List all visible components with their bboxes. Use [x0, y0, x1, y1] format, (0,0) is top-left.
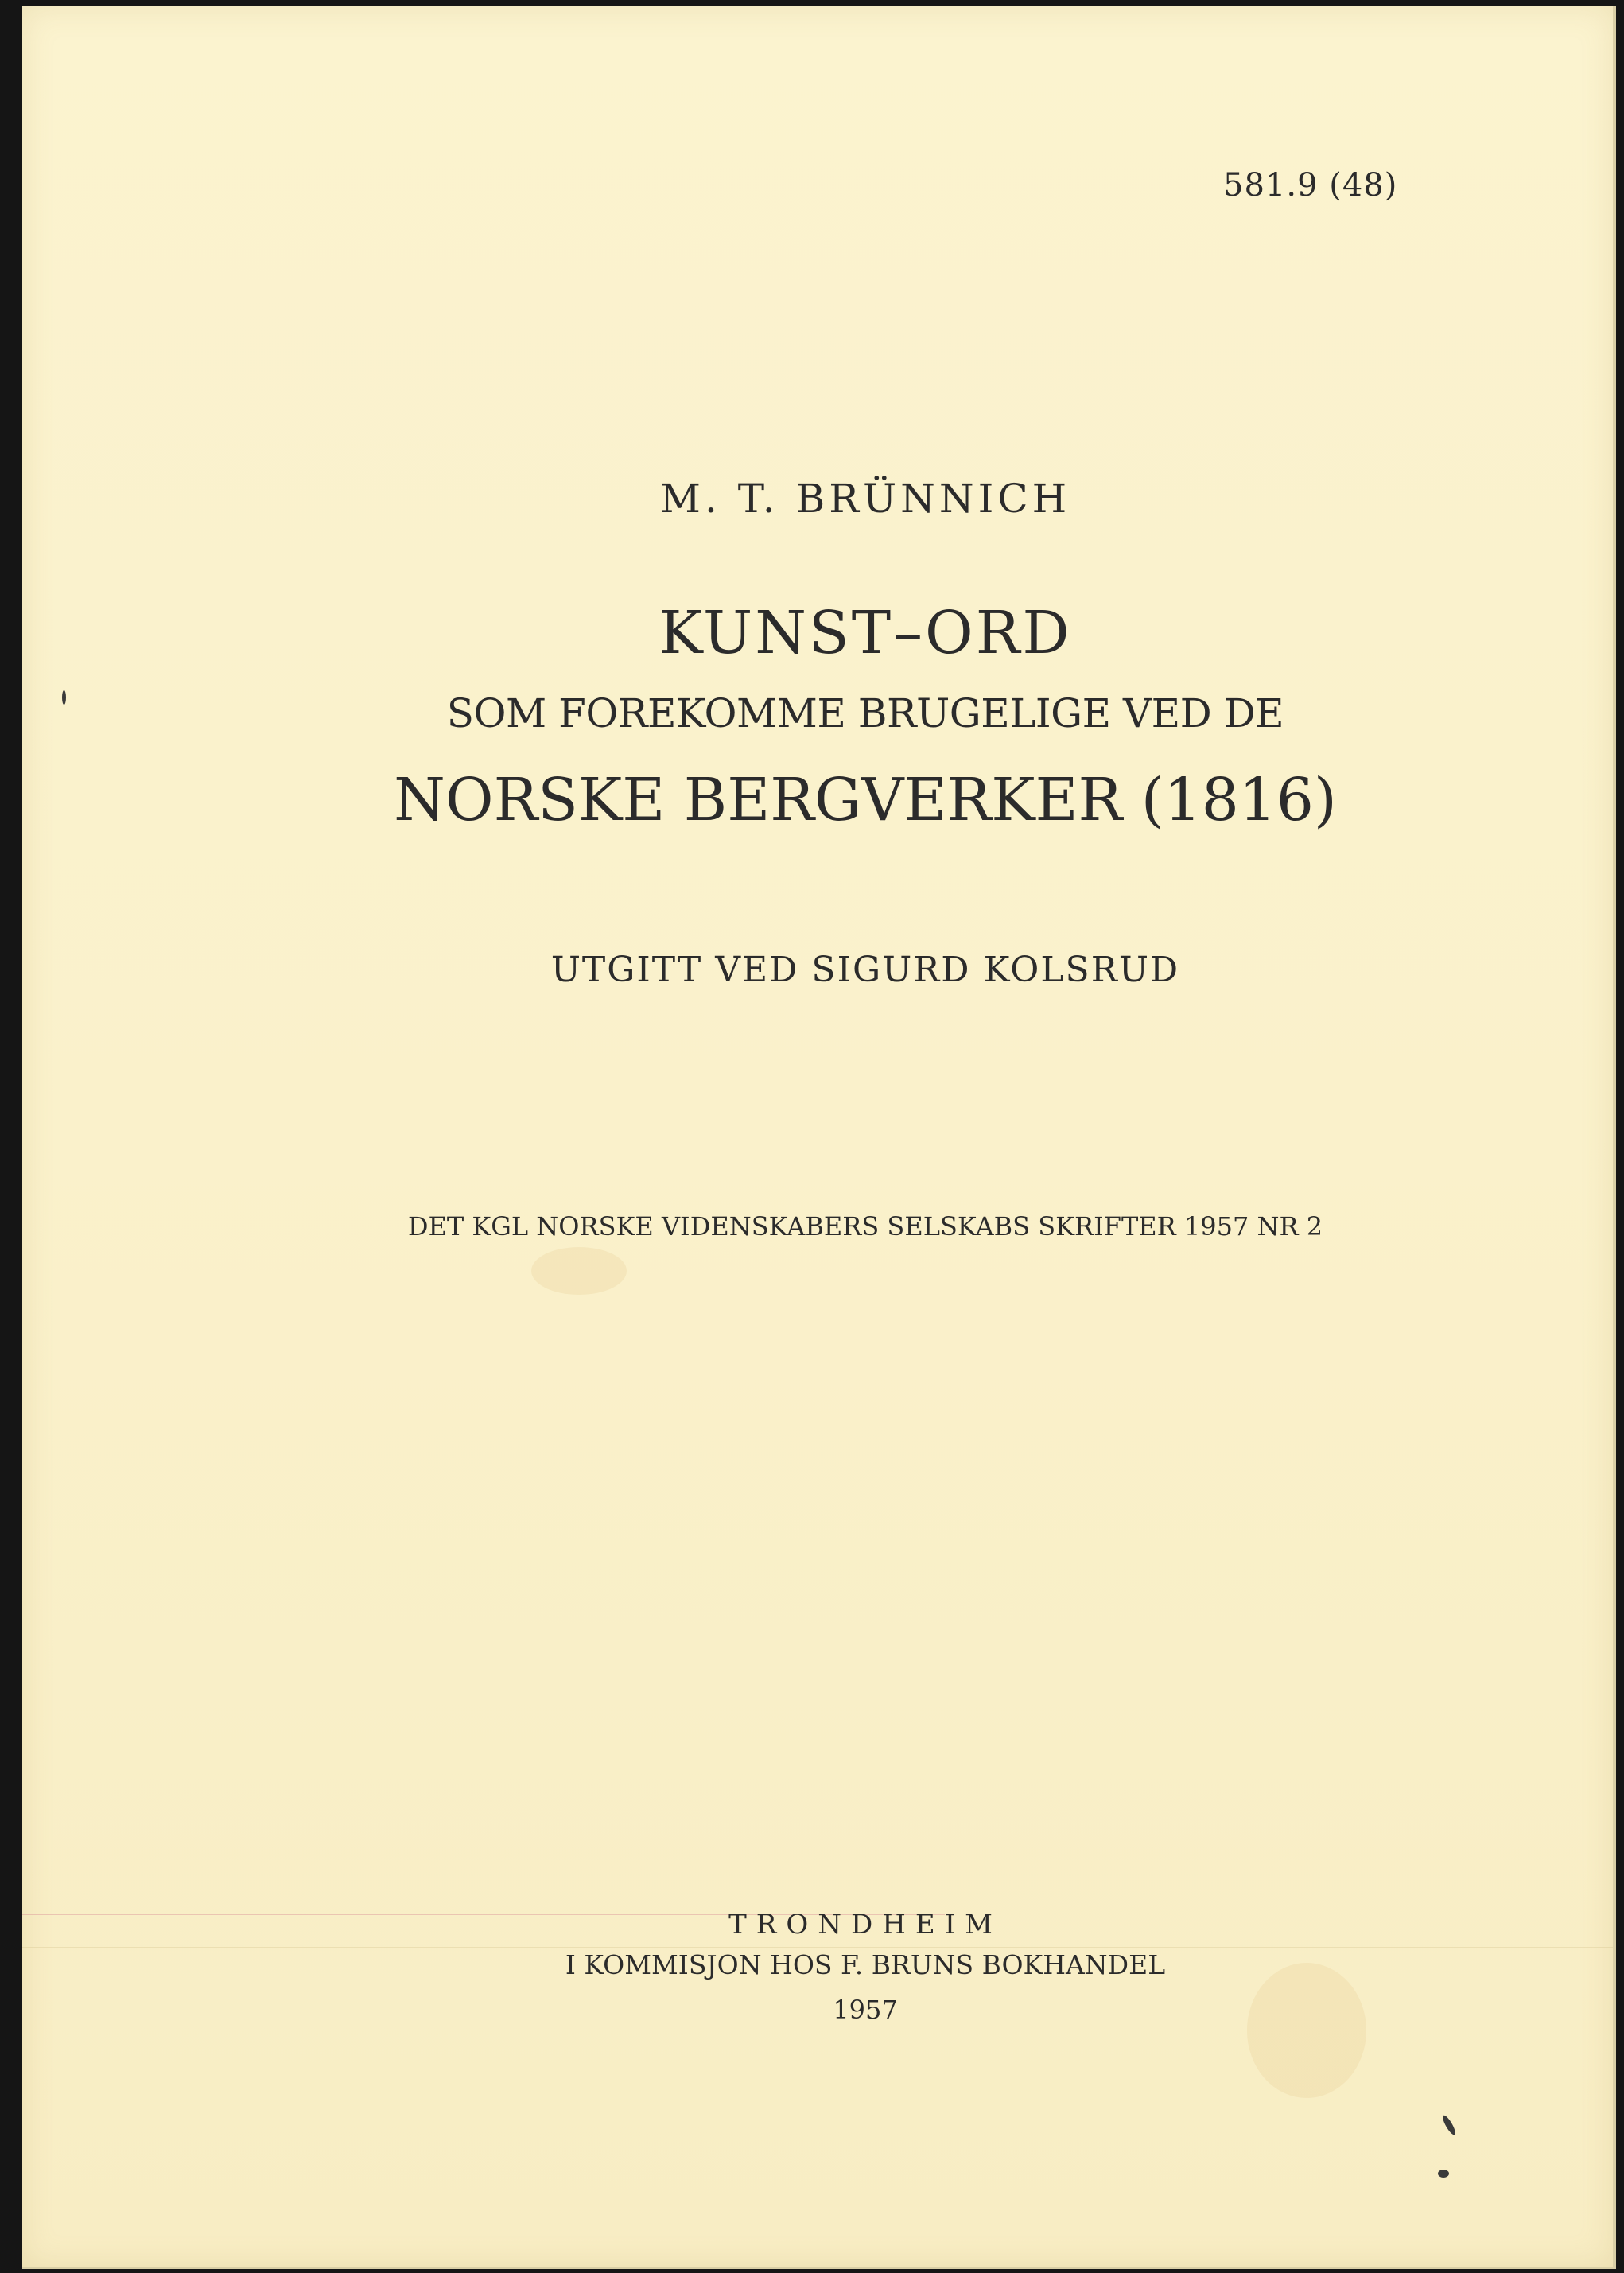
paper-speck	[1441, 2114, 1458, 2136]
paper-stain	[531, 1247, 627, 1295]
page-title: KUNST–ORD	[659, 599, 1072, 667]
paper-fold-line	[22, 1947, 1613, 1948]
publication-year: 1957	[833, 1995, 898, 2025]
paper-stain	[1247, 1963, 1366, 2098]
title-subline: SOM FOREKOMME BRUGELIGE VED DE	[446, 690, 1284, 736]
publication-place: TRONDHEIM	[728, 1909, 1002, 1941]
editor-line: UTGITT VED SIGURD KOLSRUD	[550, 950, 1180, 990]
author-name: M. T. BRÜNNICH	[659, 476, 1071, 522]
classmark: 581.9 (48)	[1223, 167, 1398, 204]
paper-speck	[1438, 2170, 1449, 2178]
series-line: DET KGL NORSKE VIDENSKABERS SELSKABS SKRIFTER 1957 NR 2	[407, 1211, 1323, 1241]
document-page	[22, 6, 1616, 2269]
publisher-line: I KOMMISJON HOS F. BRUNS BOKHANDEL	[565, 1949, 1166, 1980]
title-main-line-2: NORSKE BERGVERKER (1816)	[394, 766, 1337, 834]
